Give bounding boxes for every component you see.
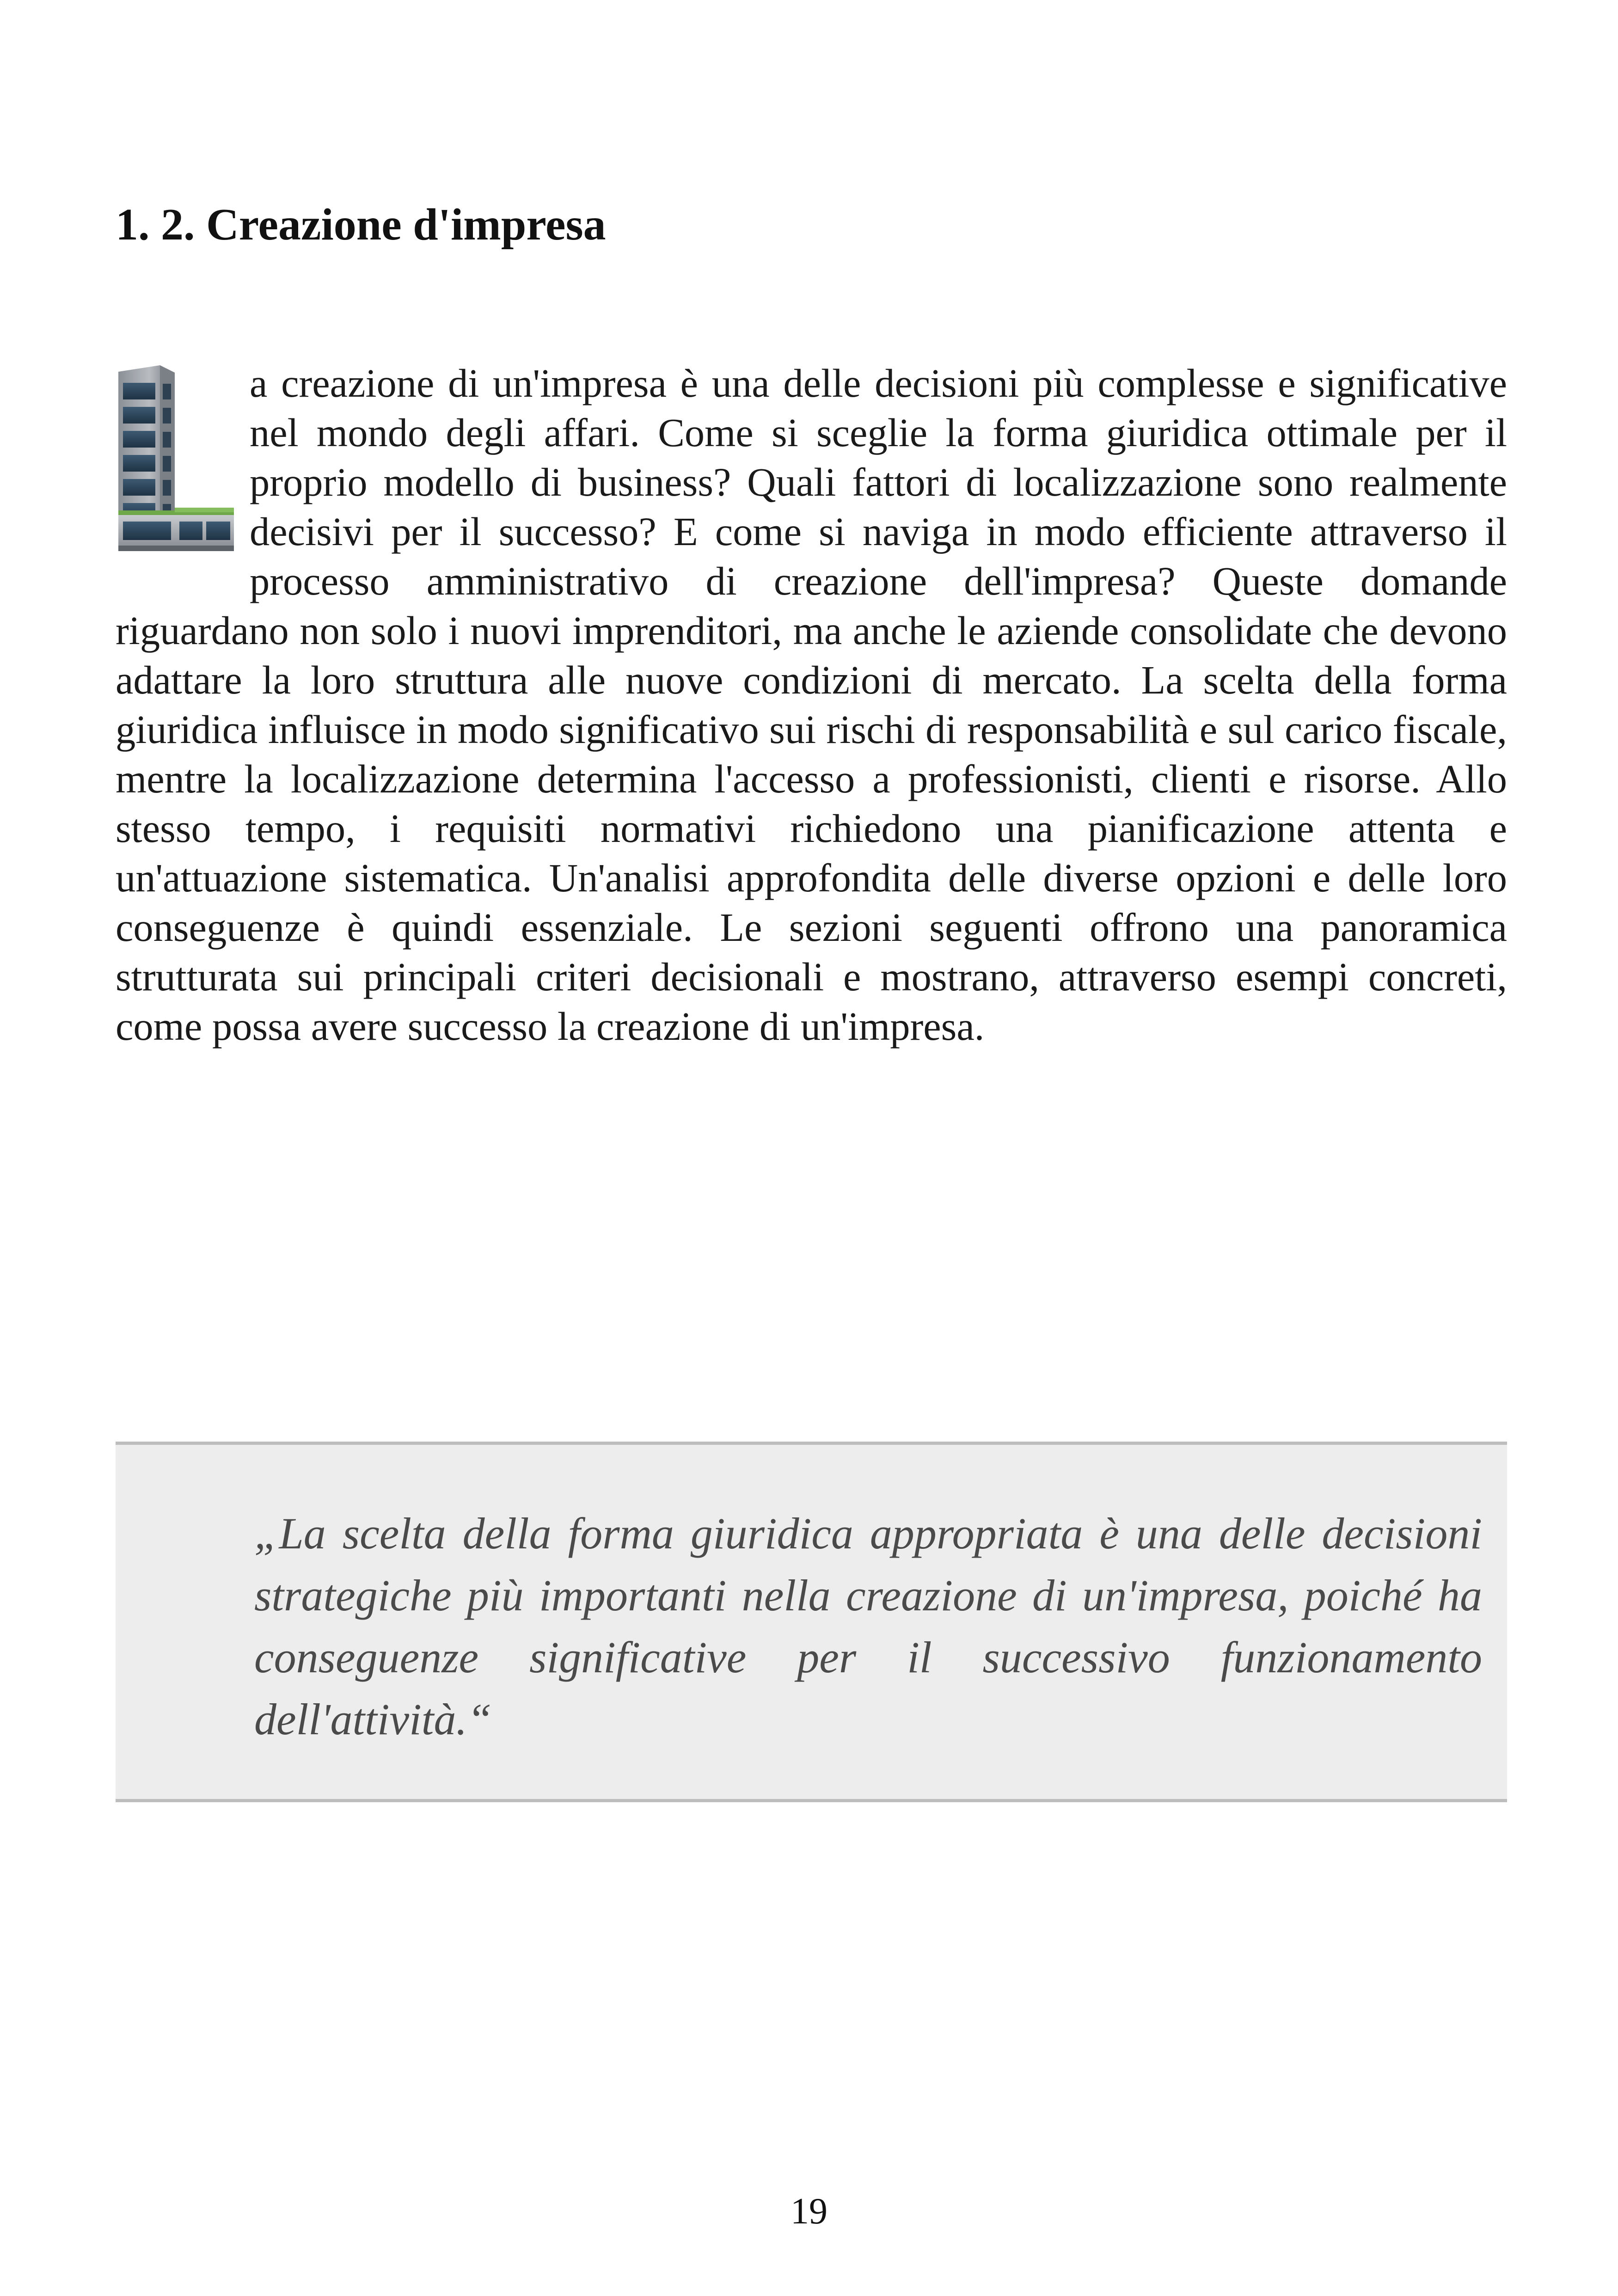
pull-quote-text: „La scelta della forma giuridica appropriata è una delle decisioni strategiche più importanti nella creazione di un'impresa, poiché ha conseguenze significative per il successivo funzionamento dell'attività.“: [254, 1509, 1482, 1744]
office-building-icon: [116, 362, 237, 555]
pull-quote-box: [116, 1442, 1507, 1802]
page-number: 19: [791, 2191, 827, 2232]
dropcap-building-letter: [116, 362, 237, 559]
intro-paragraph: [116, 359, 1507, 1051]
section-title: 1. 2. Creazione d'impresa: [116, 200, 606, 250]
intro-paragraph-text: a creazione di un'impresa è una delle decisioni più complesse e significative nel mondo degli affari. Come si sceglie la forma giuridica ottimale per il proprio modello di business? Quali fattori di localizzazione sono realmente decisivi per il successo? E come si naviga in modo efficiente attraverso il processo amministrativo di creazione dell'impresa? Queste domande riguardano non solo i nuovi imprenditori, ma anche le aziende consolidate che devono adattare la loro struttura alle nuove condizioni di mercato. La scelta della forma giuridica influisce in modo significativo sui rischi di responsabilità e sul carico fiscale, mentre la localizzazione determina l'accesso a professionisti, clienti e risorse. Allo stesso tempo, i requisiti normativi richiedono una pianificazione attenta e un'attuazione sistematica. Un'analisi approfondita delle diverse opzioni e delle loro conseguenze è quindi essenziale. Le sezioni seguenti offrono una panoramica strutturata sui principali criteri decisionali e mostrano, attraverso esempi concreti, come possa avere successo la creazione di un'impresa.: [116, 361, 1507, 1049]
